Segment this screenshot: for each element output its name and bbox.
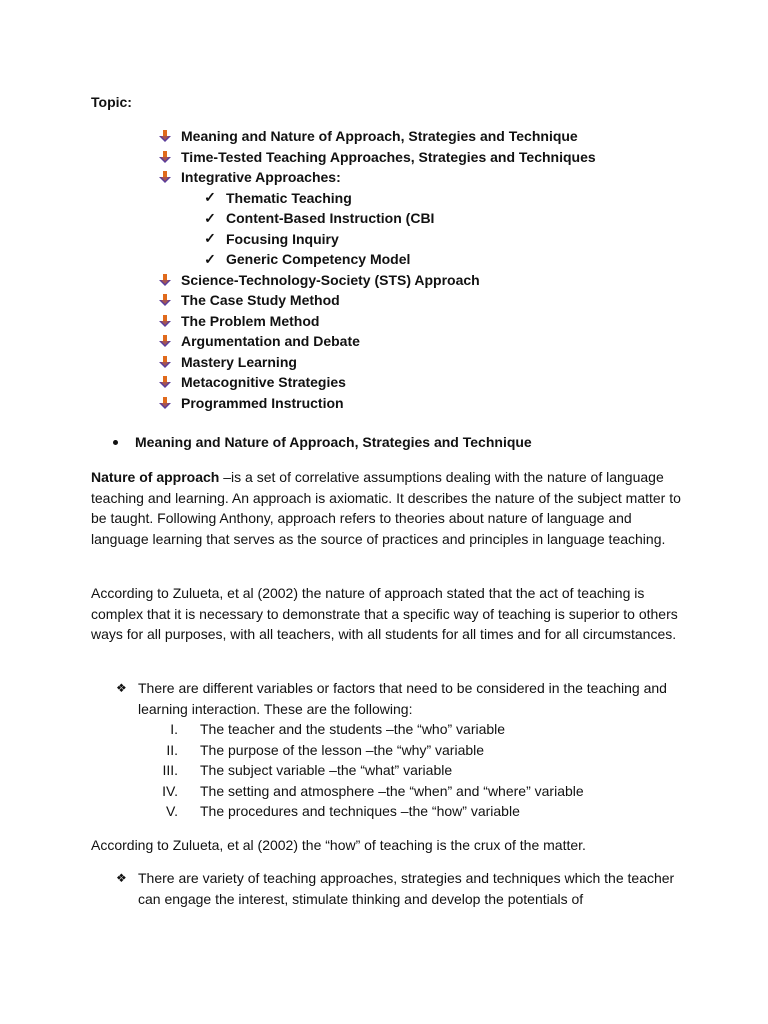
variety-block [116, 868, 676, 909]
topic-label-text: Programmed Instruction [181, 394, 344, 411]
subtopic-label-text: Content-Based Instruction (CBI [226, 210, 435, 227]
topic-label-text: The Case Study Method [181, 292, 340, 309]
variable-item [138, 760, 676, 781]
topic-label-text: Metacognitive Strategies [181, 374, 346, 391]
subtopic-label-text: Thematic Teaching [226, 189, 352, 206]
down-arrow-bullet-icon [158, 396, 172, 410]
topic-label-text: Mastery Learning [181, 353, 297, 370]
topic-item [158, 331, 718, 352]
topic-label-text: Meaning and Nature of Approach, Strategies and Technique [181, 128, 578, 145]
roman-numeral: II. [166, 741, 178, 758]
topic-item [158, 372, 718, 393]
variables-list [138, 719, 676, 822]
check-mark-icon: ✓ [204, 230, 216, 247]
how-paragraph: According to Zulueta, et al (2002) the “how” of teaching is the crux of the matter. [91, 837, 586, 853]
topic-item [158, 270, 718, 291]
roman-numeral: I. [170, 721, 178, 737]
down-arrow-bullet-icon [158, 375, 172, 389]
down-arrow-bullet-icon [158, 293, 172, 307]
nature-paragraph [91, 467, 691, 549]
topic-label-text: Integrative Approaches: [181, 169, 341, 186]
subtopic-item [158, 249, 718, 270]
down-arrow-bullet-icon [158, 273, 172, 287]
topic-item [158, 352, 718, 373]
variable-text: The setting and atmosphere –the “when” and “where” variable [200, 782, 584, 799]
subtopic-label-text: Focusing Inquiry [226, 230, 339, 247]
topic-label-text: The Problem Method [181, 312, 320, 329]
diamond-bullet-icon: ❖ [116, 871, 127, 885]
section-heading [113, 434, 532, 450]
down-arrow-bullet-icon [158, 334, 172, 348]
variable-item [138, 740, 676, 761]
down-arrow-bullet-icon [158, 129, 172, 143]
topic-item [158, 126, 718, 147]
subtopic-item [158, 188, 718, 209]
down-arrow-bullet-icon [158, 314, 172, 328]
check-mark-icon: ✓ [204, 250, 216, 267]
subtopic-item [158, 208, 718, 229]
variable-text: The procedures and techniques –the “how” variable [200, 803, 520, 819]
down-arrow-bullet-icon [158, 150, 172, 164]
topic-item [158, 147, 718, 168]
down-arrow-bullet-icon [158, 355, 172, 369]
section-heading-text: Meaning and Nature of Approach, Strategies and Technique [135, 434, 532, 450]
roman-numeral: V. [166, 803, 178, 819]
variable-text: The teacher and the students –the “who” variable [200, 721, 506, 737]
zulueta-paragraph: According to Zulueta, et al (2002) the nature of approach stated that the act of teaching is complex that it is necessary to demonstrate that a specific way of teaching is superior to others ways for all purposes, with all teachers, with all students for all times and for all circumstances. [91, 585, 678, 642]
variable-item [138, 801, 676, 822]
down-arrow-bullet-icon [158, 170, 172, 184]
bullet-dot [113, 440, 118, 445]
check-mark-icon: ✓ [204, 189, 216, 206]
roman-numeral: III. [162, 762, 178, 778]
nature-term: Nature of approach [91, 469, 220, 485]
topic-label: Topic: [91, 94, 132, 110]
variable-item [138, 719, 676, 740]
roman-numeral: IV. [162, 782, 178, 799]
variety-text: There are variety of teaching approaches, strategies and techniques which the teacher can engage the interest, stimulate thinking and develop the potentials of [138, 870, 675, 907]
variables-intro: There are different variables or factors that need to be considered in the teaching and learning interaction. These are the following: [138, 680, 667, 717]
topic-label-text: Time-Tested Teaching Approaches, Strategies and Techniques [181, 148, 596, 165]
subtopic-label-text: Generic Competency Model [226, 251, 411, 268]
topic-label-text: Science-Technology-Society (STS) Approach [181, 271, 480, 288]
variable-item [138, 781, 676, 802]
check-mark-icon: ✓ [204, 209, 216, 226]
subtopic-item [158, 229, 718, 250]
variables-block [116, 678, 676, 822]
nature-text: –is a set of correlative assumptions dealing with the nature of language teaching and learning. An approach is axiomatic. It describes the nature of the subject matter to be taught. Following Anthony, approach refers to theories about nature of language and language learning that serves as the source of practices and principles in language teaching. [91, 469, 681, 547]
diamond-bullet-icon: ❖ [116, 681, 127, 695]
topic-label-text: Argumentation and Debate [181, 333, 360, 350]
topic-item [158, 393, 718, 414]
topic-item [158, 290, 718, 311]
topic-list [158, 126, 718, 413]
topic-item [158, 311, 718, 332]
topic-item [158, 167, 718, 188]
variable-text: The subject variable –the “what” variable [200, 762, 453, 778]
variable-text: The purpose of the lesson –the “why” variable [200, 741, 485, 758]
